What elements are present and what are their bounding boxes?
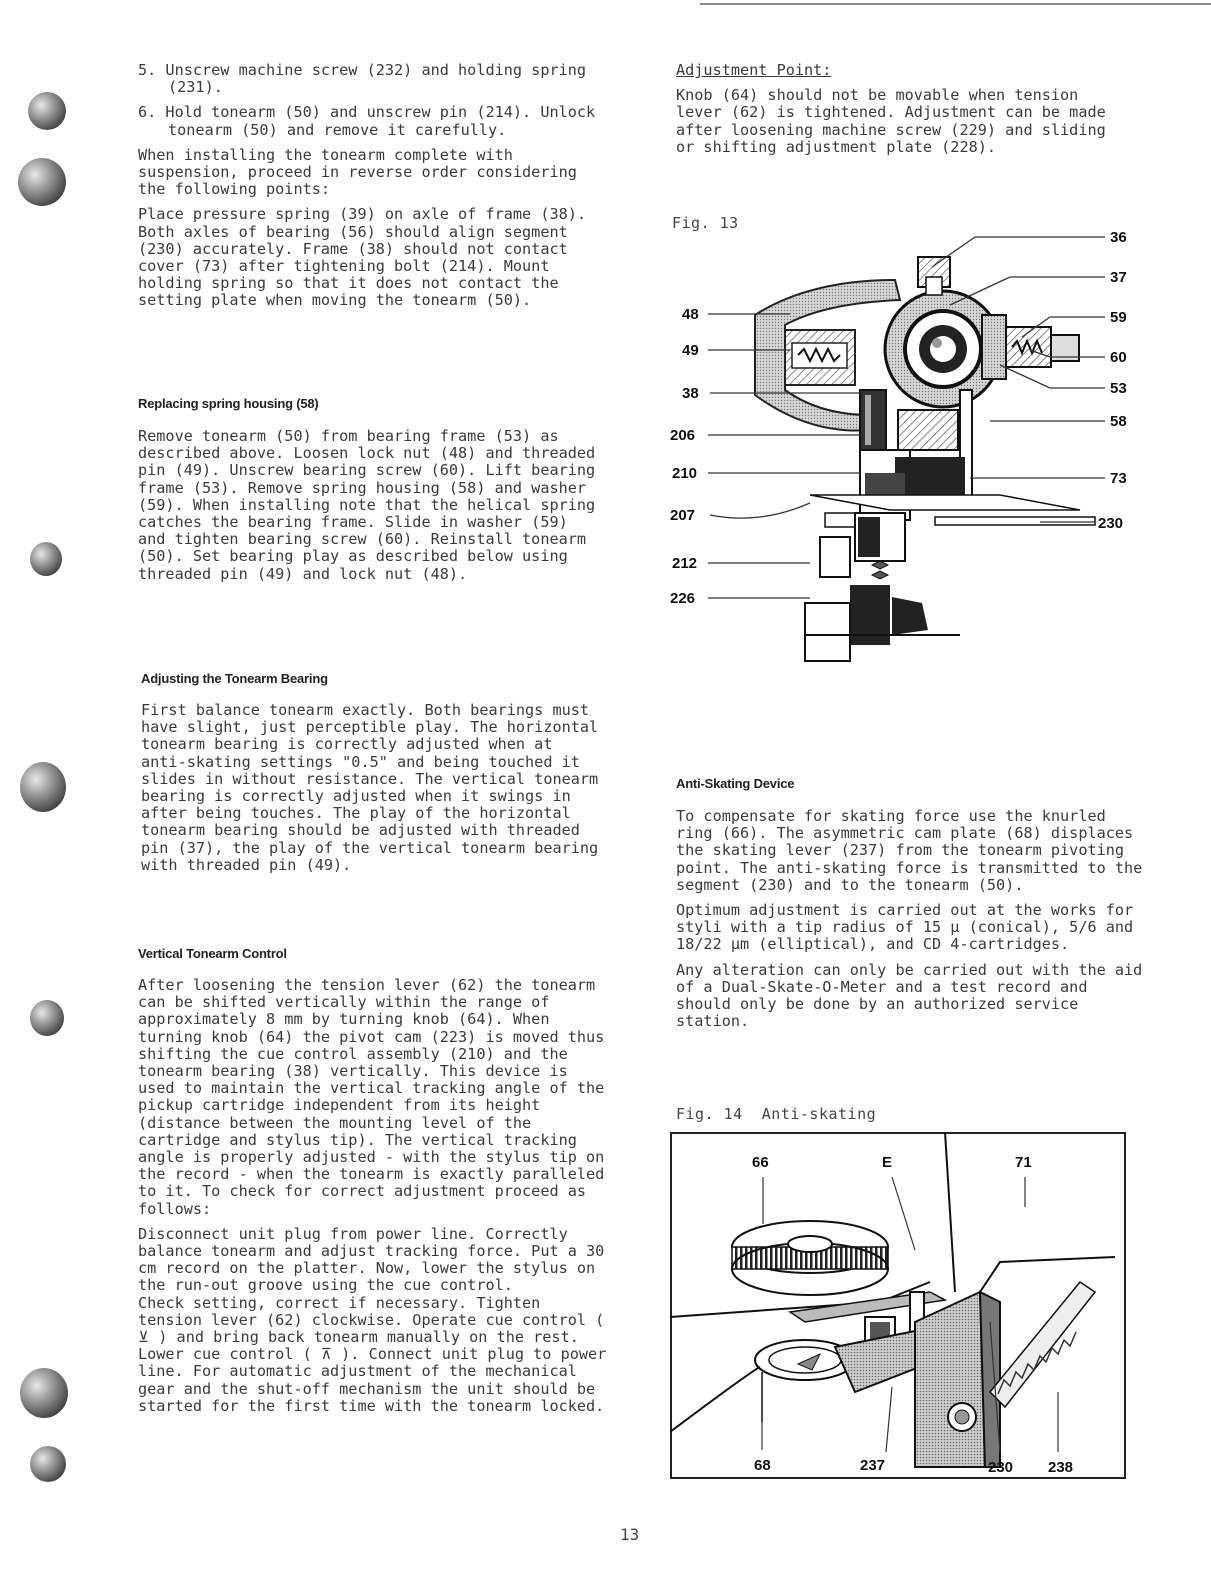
callout-53: 53 xyxy=(1110,380,1127,397)
anti-skating-heading: Anti-Skating Device xyxy=(676,776,795,791)
punch-hole xyxy=(20,1368,68,1418)
punch-hole xyxy=(28,92,66,130)
callout-36: 36 xyxy=(1110,229,1127,246)
callout-206: 206 xyxy=(670,427,696,444)
callout-237: 237 xyxy=(860,1457,886,1474)
vertical-control-paragraph-1: After loosening the tension lever (62) the tonearm can be shifted vertically within the range of approximately 8 mm by turning knob (64). When turning knob (64) the pivot cam (223) is moved thus shifting the cue control assembly (210) and the tonearm bearing (38) vertically. This device is used to maintain the vertical tracking angle of the pickup cartridge independent from its height (distance between the mounting level of the cartridge and stylus tip). The vertical tracking angle is properly adjusted - with the stylus tip on the record - when the tonearm is exactly paralleled to it. To check for correct adjustment proceed as follows: xyxy=(138,976,614,1218)
anti-skating-text xyxy=(676,807,1152,1038)
right-column-top xyxy=(676,62,1126,164)
bearing-heading: Adjusting the Tonearm Bearing xyxy=(141,671,328,686)
fig14-diagram xyxy=(670,1132,1130,1482)
vertical-control-heading: Vertical Tonearm Control xyxy=(138,946,287,961)
callout-60: 60 xyxy=(1110,349,1127,366)
callout-68: 68 xyxy=(754,1457,771,1474)
callout-48: 48 xyxy=(682,306,699,323)
left-column xyxy=(138,62,608,318)
callout-37: 37 xyxy=(1110,269,1127,286)
fig14-label: Fig. 14 Anti-skating xyxy=(676,1105,877,1123)
callout-212: 212 xyxy=(672,555,698,572)
step-6: 6. Hold tonearm (50) and unscrew pin (214). Unlock tonearm (50) and remove it carefully. xyxy=(138,103,605,139)
bearing-paragraph: First balance tonearm exactly. Both bearings must have slight, just perceptible play. The horizontal tonearm bearing is correctly adjusted when at anti-skating settings "0.5" and being touched it slides in without resistance. The vertical tonearm bearing is correctly adjusted when it swings in after being touches. The play of the horizontal tonearm bearing should be adjusted with threaded pin (37), the play of the vertical tonearm bearing with threaded pin (49). xyxy=(141,701,608,874)
spring-housing-heading: Replacing spring housing (58) xyxy=(138,396,319,411)
adjustment-point-heading: Adjustment Point: xyxy=(676,61,832,79)
punch-hole xyxy=(20,762,66,812)
punch-hole xyxy=(18,158,66,206)
anti-skating-paragraph-2: Optimum adjustment is carried out at the works for styli with a tip radius of 15 µ (conical), 5/6 and 18/22 µm (elliptical), and CD 4-cartridges. xyxy=(676,901,1143,954)
bearing-text xyxy=(141,701,608,882)
install-points: Place pressure spring (39) on axle of frame (38). Both axles of bearing (56) should align segment (230) accurately. Frame (38) should not contact cover (73) after tightening bolt (214). Mount holding spring so that it does not contact the setting plate when moving the tonearm (50). xyxy=(138,205,596,310)
fig13-diagram xyxy=(660,225,1150,670)
install-intro: When installing the tonearm complete with suspension, proceed in reverse order considering the following points: xyxy=(138,145,587,199)
callout-58: 58 xyxy=(1110,413,1127,430)
callout-207: 207 xyxy=(670,507,696,524)
callout-66: 66 xyxy=(752,1154,769,1171)
top-rule xyxy=(700,3,1211,5)
adjustment-point-text: Knob (64) should not be movable when tension lever (62) is tightened. Adjustment can be made after loosening machine screw (229) and sliding or shifting adjustment plate (228). xyxy=(676,86,1115,156)
punch-hole xyxy=(30,1446,66,1482)
spring-housing-text xyxy=(138,428,603,591)
punch-hole xyxy=(30,1000,64,1036)
step-5: 5. Unscrew machine screw (232) and holding spring (231). xyxy=(138,61,596,97)
page-number: 13 xyxy=(620,1525,640,1544)
callout-49: 49 xyxy=(682,342,699,359)
vertical-control-text xyxy=(138,977,613,1423)
spring-housing-paragraph: Remove tonearm (50) from bearing frame (53) as described above. Loosen lock nut (48) and threaded pin (49). Unscrew bearing screw (60). Lift bearing frame (53). Remove spring housing (58) and washer (59). When installing note that the helical spring catches the bearing frame. Slide in washer (59) and tighten bearing screw (60). Reinstall tonearm (50). Set bearing play as described below using threaded pin (49) and lock nut (48). xyxy=(138,427,605,583)
callout-226: 226 xyxy=(670,590,696,607)
anti-skating-paragraph-1: To compensate for skating force use the knurled ring (66). The asymmetric cam plate (68) displaces the skating lever (237) from the tonearm pivoting point. The anti-skating force is transmitted to the segment (230) and to the tonearm (50). xyxy=(676,807,1152,894)
vertical-control-paragraph-2: Disconnect unit plug from power line. Correctly balance tonearm and adjust tracking force. Put a 30 cm record on the platter. Now, lower the stylus on the run-out groove using the cue control. Check setting, correct if necessary. Tighten tension lever (62) clockwise. Operate cue control ( ⊻ ) and bring back tonearm manually on the rest. Lower cue control ( ⊼ ). Connect unit plug to power line. For automatic adjustment of the mechanical gear and the shut-off mechanism the unit should be started for the first time with the tonearm locked. xyxy=(138,1224,607,1415)
callout-230: 230 xyxy=(1098,515,1124,532)
anti-skating-paragraph-3: Any alteration can only be carried out with the aid of a Dual-Skate-O-Meter and a test record and should only be done by an authorized service station. xyxy=(676,960,1152,1031)
callout-38: 38 xyxy=(682,385,699,402)
fig13-label: Fig. 13 xyxy=(672,214,739,232)
punch-hole xyxy=(30,542,62,576)
callout-E: E xyxy=(882,1154,893,1171)
callout-238: 238 xyxy=(1048,1459,1074,1476)
callout-210: 210 xyxy=(672,465,698,482)
callout-230-fig14: 230 xyxy=(988,1459,1014,1476)
callout-73: 73 xyxy=(1110,470,1127,487)
callout-71: 71 xyxy=(1015,1154,1032,1171)
callout-59: 59 xyxy=(1110,309,1127,326)
